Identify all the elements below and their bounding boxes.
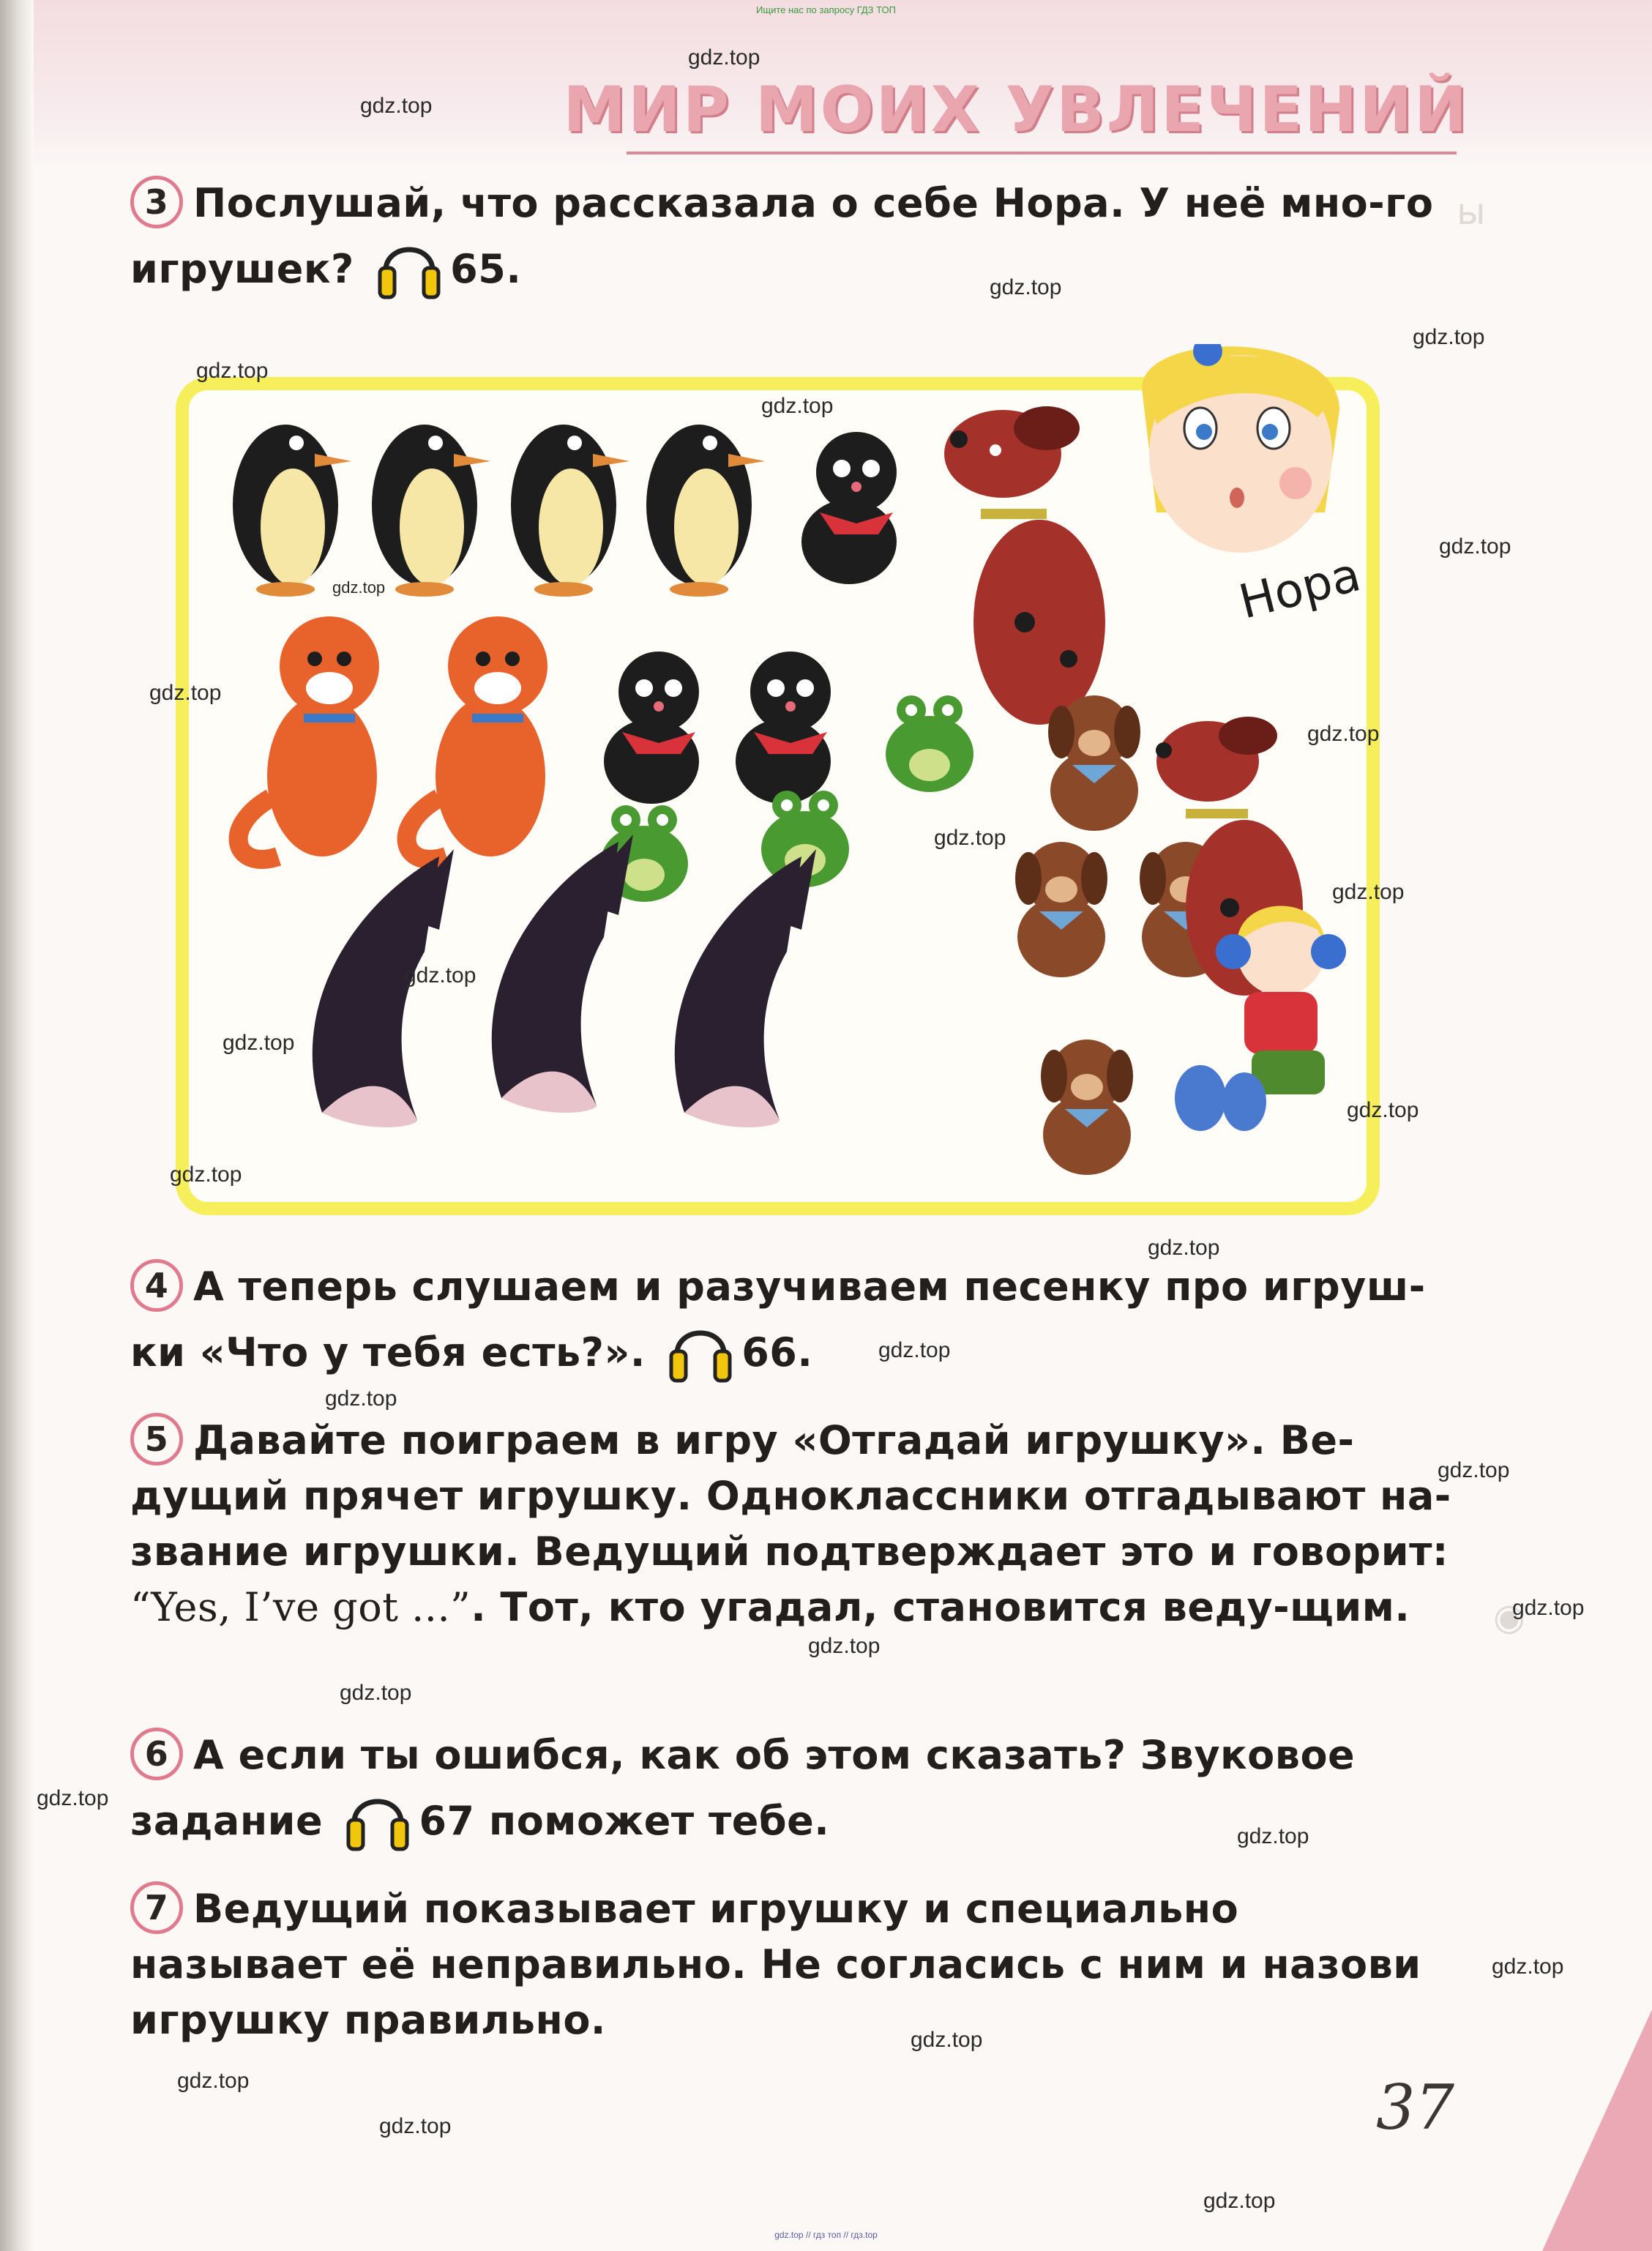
watermark: gdz.top: [1347, 1098, 1419, 1122]
watermark: gdz.top: [177, 2069, 250, 2093]
task-7: [130, 1881, 1457, 2048]
watermark: gdz.top: [404, 963, 476, 988]
task-4-text: А теперь слушаем и разучиваем песенку про игруш-ки «Что у тебя есть?».: [130, 1263, 1426, 1375]
task-number-badge: 7: [130, 1881, 183, 1934]
killer-whale-icon: [313, 849, 454, 1127]
show-through-icon: ◉: [1493, 1596, 1525, 1638]
watermark: gdz.top: [1439, 534, 1511, 559]
watermark: gdz.top: [379, 2114, 452, 2138]
task-number-badge: 3: [130, 176, 183, 228]
watermark: gdz.top: [325, 1386, 397, 1411]
task-5-text: Давайте поиграем в игру «Отгадай игрушку». Ве-дущий прячет игрушку. Одноклассники отгадывают на-звание игрушки. Ведущий подтверждает это и говорит:: [130, 1417, 1451, 1575]
toys-illustration: [176, 344, 1453, 1222]
watermark: gdz.top: [934, 826, 1006, 850]
audio-track-number: 65.: [450, 246, 522, 292]
watermark: gdz.top: [1237, 1824, 1309, 1848]
killer-whale-icon: [492, 835, 633, 1113]
killer-whale-icon: [675, 849, 816, 1127]
page-header-title: МИР МОИХ УВЛЕЧЕНИЙ: [563, 73, 1469, 146]
watermark: gdz.top: [990, 275, 1062, 299]
black-kitten-icon: [736, 652, 831, 804]
header-rule: [627, 152, 1457, 154]
top-note: Ищите нас по запросу ГДЗ ТОП: [756, 4, 896, 15]
watermark: gdz.top: [149, 681, 222, 705]
bottom-note: gdz.top // гдз топ // гдз.top: [774, 2230, 878, 2240]
red-dog-icon: [944, 406, 1105, 725]
penguin-icon: [646, 425, 765, 597]
headphones-icon[interactable]: [667, 1315, 734, 1385]
task-6-text: А если ты ошибся, как об этом сказать? Звуковое задание: [130, 1732, 1356, 1844]
task-number-badge: 4: [130, 1259, 183, 1312]
orange-cat-icon: [239, 616, 379, 859]
brown-puppy-icon: [1041, 1039, 1133, 1175]
watermark: gdz.top: [360, 94, 433, 118]
task-7-text: Ведущий показывает игрушку и специально называет её неправильно. Не согласись с ним и назови игрушку правильно.: [130, 1886, 1421, 2043]
watermark: gdz.top: [223, 1031, 295, 1055]
show-through-text: ы: [1457, 190, 1486, 233]
nora-head-icon: [1142, 344, 1339, 553]
watermark: gdz.top: [1332, 880, 1405, 904]
watermark: gdz.top: [761, 394, 834, 418]
watermark: gdz.top: [1492, 1955, 1564, 1979]
frog-icon: [886, 695, 973, 792]
watermark: gdz.top: [878, 1338, 951, 1362]
task-4: [130, 1259, 1457, 1385]
task-6-text-end: 67 поможет тебе.: [419, 1798, 830, 1844]
black-kitten-icon: [604, 652, 699, 804]
watermark: gdz.top: [37, 1786, 109, 1810]
watermark: gdz.top: [1438, 1458, 1510, 1482]
task-number-badge: 5: [130, 1413, 183, 1466]
watermark: gdz.top: [808, 1634, 881, 1658]
page-gutter-shadow: [0, 0, 34, 2251]
headphones-icon[interactable]: [375, 231, 443, 302]
watermark: gdz.top: [340, 1681, 412, 1705]
task-3: [130, 176, 1457, 302]
watermark: gdz.top: [911, 2028, 983, 2052]
watermark: gdz.top: [170, 1162, 242, 1187]
page-number: 37: [1376, 2072, 1454, 2143]
black-kitten-icon: [801, 432, 897, 584]
watermark: gdz.top: [196, 359, 269, 383]
watermark: gdz.top: [1307, 722, 1380, 746]
watermark: gdz.top: [1203, 2189, 1276, 2213]
nora-label: Нора: [1233, 548, 1367, 630]
watermark: gdz.top: [1148, 1236, 1220, 1260]
task-3-text: Послушай, что рассказала о себе Нора. У неё мно-го игрушек?: [130, 180, 1434, 292]
orange-cat-icon: [407, 616, 547, 859]
watermark: gdz.top: [1413, 325, 1485, 349]
task-5-quote: “Yes, I’ve got ...”: [130, 1584, 471, 1630]
watermark: gdz.top: [332, 578, 386, 597]
penguin-icon: [511, 425, 629, 597]
task-number-badge: 6: [130, 1728, 183, 1780]
page-corner-decoration: [1542, 2009, 1652, 2251]
brown-puppy-icon: [1048, 695, 1140, 831]
headphones-icon[interactable]: [344, 1783, 411, 1854]
task-5-text-end: . Тот, кто угадал, становится веду-щим.: [471, 1584, 1410, 1630]
watermark: gdz.top: [1512, 1596, 1585, 1620]
penguin-icon: [372, 425, 490, 597]
brown-puppy-icon: [1015, 842, 1107, 977]
penguin-icon: [233, 425, 351, 597]
audio-track-number: 66.: [741, 1329, 813, 1375]
watermark: gdz.top: [688, 45, 760, 70]
task-5: [130, 1413, 1457, 1635]
